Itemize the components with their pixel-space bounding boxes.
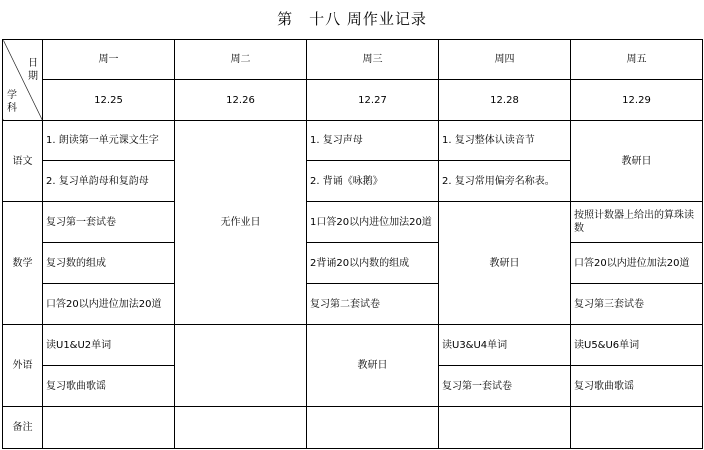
day-header-tue: 周二	[175, 40, 307, 80]
math-fri-1: 按照计数器上给出的算珠读数	[571, 202, 703, 243]
chinese-mon-2: 2. 复习单韵母和复韵母	[43, 161, 175, 202]
table-row	[3, 121, 703, 161]
corner-header-cell	[3, 40, 43, 121]
english-fri-1: 读U5&U6单词	[571, 325, 703, 366]
date-wed: 12.27	[307, 80, 439, 121]
math-wed-3: 复习第二套试卷	[307, 284, 439, 325]
math-fri-3: 复习第三套试卷	[571, 284, 703, 325]
remarks-fri	[571, 407, 703, 449]
chinese-wed-2: 2. 背诵《咏鹅》	[307, 161, 439, 202]
day-header-fri: 周五	[571, 40, 703, 80]
header-days-row	[3, 40, 703, 80]
math-wed-2: 2背诵20以内数的组成	[307, 243, 439, 284]
remarks-mon	[43, 407, 175, 449]
homework-table	[2, 39, 703, 449]
chinese-mon-1: 1. 朗读第一单元课文生字	[43, 121, 175, 161]
english-mon-1: 读U1&U2单词	[43, 325, 175, 366]
math-mon-3: 口答20以内进位加法20道	[43, 284, 175, 325]
english-wed-research-day: 教研日	[307, 325, 439, 407]
table-row	[3, 243, 703, 284]
english-fri-2: 复习歌曲歌谣	[571, 366, 703, 407]
remarks-wed	[307, 407, 439, 449]
page-title: 第 十八 周作业记录	[277, 10, 427, 28]
english-thu-2: 复习第一套试卷	[439, 366, 571, 407]
english-mon-2: 复习歌曲歌谣	[43, 366, 175, 407]
day-header-thu: 周四	[439, 40, 571, 80]
corner-label-date: 日期	[28, 58, 38, 82]
chinese-thu-1: 1. 复习整体认读音节	[439, 121, 571, 161]
math-thu-research-day: 教研日	[439, 202, 571, 325]
tue-no-homework: 无作业日	[175, 121, 307, 325]
subject-chinese: 语文	[3, 121, 43, 202]
subject-english: 外语	[3, 325, 43, 407]
table-row	[3, 284, 703, 325]
table-row	[3, 202, 703, 243]
corner-label-subject: 学科	[7, 90, 17, 114]
remarks-thu	[439, 407, 571, 449]
remarks-tue	[175, 407, 307, 449]
chinese-thu-2: 2. 复习常用偏旁名称表。	[439, 161, 571, 202]
math-fri-2: 口答20以内进位加法20道	[571, 243, 703, 284]
math-mon-1: 复习第一套试卷	[43, 202, 175, 243]
table-row	[3, 325, 703, 366]
date-fri: 12.29	[571, 80, 703, 121]
math-wed-1: 1口答20以内进位加法20道	[307, 202, 439, 243]
day-header-mon: 周一	[43, 40, 175, 80]
math-mon-2: 复习数的组成	[43, 243, 175, 284]
date-mon: 12.25	[43, 80, 175, 121]
english-thu-1: 读U3&U4单词	[439, 325, 571, 366]
date-tue: 12.26	[175, 80, 307, 121]
table-row	[3, 407, 703, 449]
header-dates-row	[3, 80, 703, 121]
day-header-wed: 周三	[307, 40, 439, 80]
subject-math: 数学	[3, 202, 43, 325]
subject-remarks: 备注	[3, 407, 43, 449]
date-thu: 12.28	[439, 80, 571, 121]
chinese-wed-1: 1. 复习声母	[307, 121, 439, 161]
english-tue-empty	[175, 325, 307, 407]
chinese-fri-research-day: 教研日	[571, 121, 703, 202]
